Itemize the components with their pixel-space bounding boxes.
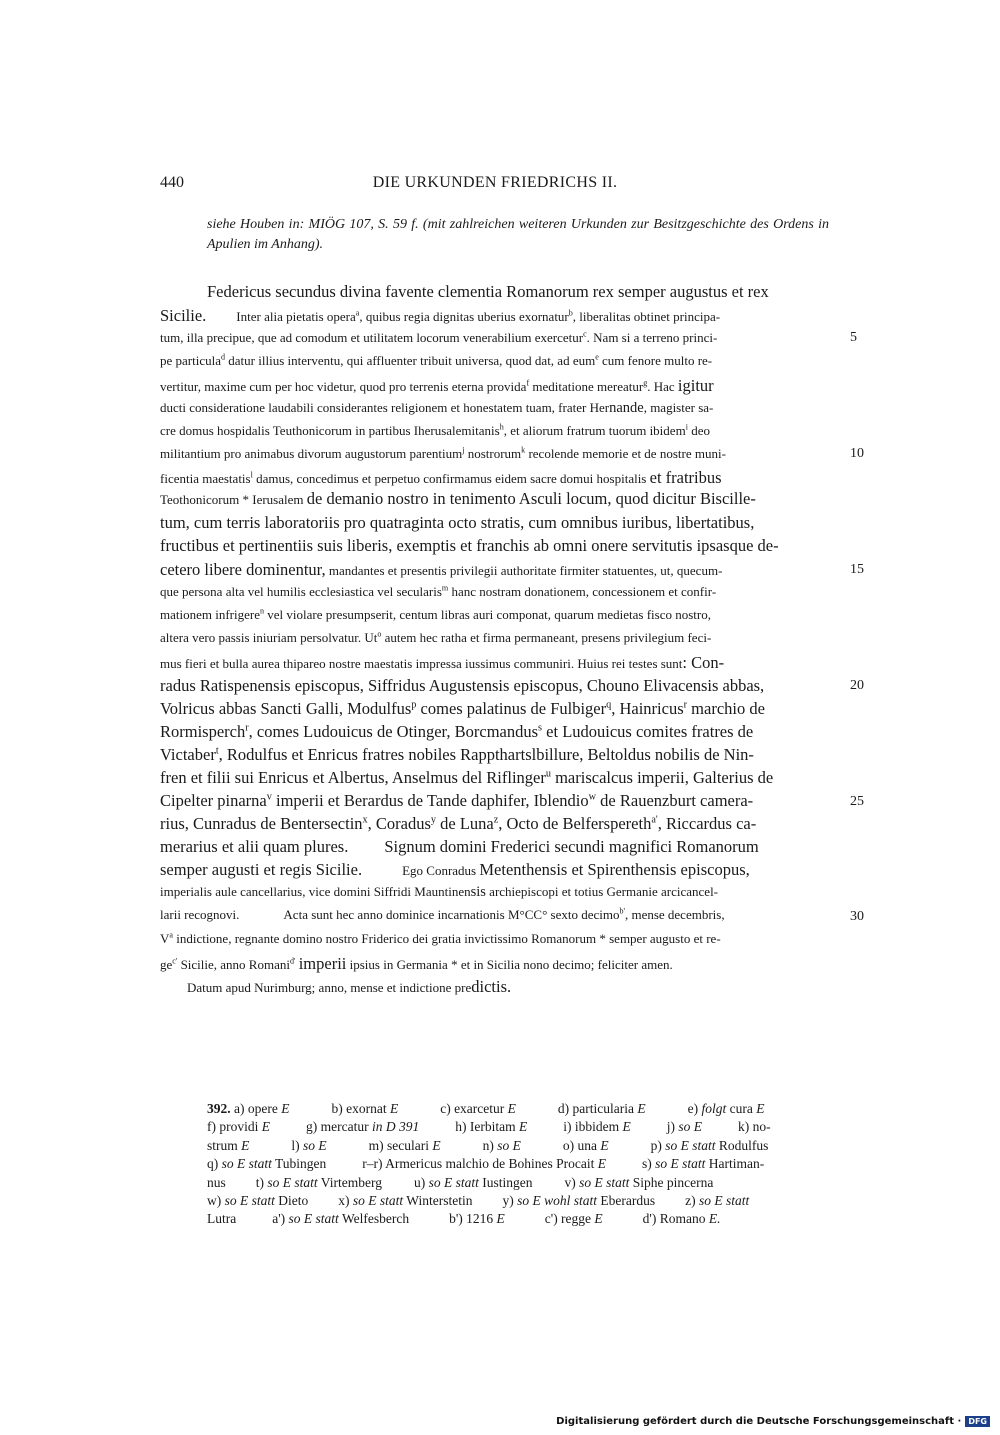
text-span: , Rodulfus et Enricus fratres nobiles Rappthartslbillure, Beltoldus nobilis de Nin-: [218, 745, 754, 764]
note-siglum: so E statt: [224, 1193, 275, 1209]
text-span: de Luna: [436, 814, 494, 833]
text-span: , mense decembris,: [624, 907, 725, 922]
note-text: i) ibbidem: [563, 1119, 623, 1135]
text-span: , magister sa-: [643, 400, 714, 415]
text-span: semper augusti et regis Sicilie.: [160, 860, 363, 879]
note-text: e): [687, 1101, 702, 1116]
text-span: tum, cum terris laboratoriis pro quatraginta octo stratis, cum omnibus iuribus, libertatibus,: [160, 513, 755, 532]
note-siglum: so E statt: [698, 1193, 750, 1209]
note-text: y): [502, 1193, 518, 1209]
note-text: o) una: [562, 1137, 601, 1153]
note-line: [207, 1137, 829, 1155]
text-span: , liberalitas obtinet principa-: [572, 309, 721, 324]
note-siglum: E: [518, 1119, 528, 1135]
text-span: Sicilie, anno Romani: [177, 957, 290, 972]
text-span: mariscalcus imperii, Galterius de: [550, 768, 774, 787]
footnote-mark: l: [250, 470, 253, 480]
note-siglum: so E: [303, 1137, 327, 1153]
text-span: marchio de: [687, 699, 765, 718]
note-text: q): [207, 1156, 222, 1172]
note-siglum: so E: [678, 1119, 702, 1135]
note-line: [207, 1192, 829, 1210]
note-siglum: E: [281, 1101, 290, 1116]
footnote-mark: b: [568, 308, 573, 318]
note-siglum: so E statt: [665, 1137, 716, 1153]
footnote-mark: y: [430, 814, 437, 826]
footnote-mark: g: [643, 378, 648, 388]
text-span: fructibus et pertinentiis suis liberis, exemptis et franchis ab omni onere servitutis ipsasque de-: [160, 536, 779, 555]
text-span: rius, Cunradus de Bentersectin: [160, 814, 363, 833]
text-span: mus fieri et bulla aurea thipareo nostre maestatis impressa iussimus communiri. Huius rei testes sunt: [160, 656, 683, 671]
text-line: [160, 400, 830, 417]
note-line: [207, 1100, 829, 1118]
text-span: ge: [160, 957, 173, 972]
note-siglum: E: [496, 1211, 505, 1227]
text-span: Signum domini Frederici secundi magnifici Romanorum: [384, 837, 759, 856]
note-siglum: so E statt: [579, 1174, 630, 1190]
text-span: pe particula: [160, 353, 221, 368]
apparatus-notes: [207, 1100, 829, 1229]
text-line: [160, 560, 830, 580]
note-line: [207, 1174, 829, 1192]
note-text: d') Romano: [642, 1211, 709, 1227]
text-line: [160, 745, 830, 765]
note-text: Welfesberch: [338, 1211, 410, 1227]
text-span: . Nam si a terreno princi-: [586, 330, 718, 345]
text-span: Metenthensis et Spirenthensis episcopus,: [479, 860, 750, 879]
text-span: Cipelter pinarna: [160, 791, 267, 810]
note-siglum: E: [756, 1101, 765, 1116]
note-siglum: E: [637, 1101, 646, 1116]
footnote-mark: u: [545, 768, 551, 780]
dfg-logo: DFG: [965, 1416, 990, 1427]
text-span: mandantes et presentis privilegii authoritate firmiter statuentes, ut, quecum-: [325, 563, 723, 578]
page-header: [160, 174, 830, 196]
text-line: [160, 630, 830, 646]
note-text: v): [564, 1174, 580, 1190]
note-text: Virtemberg: [317, 1174, 382, 1190]
note-siglum: so E: [497, 1137, 521, 1153]
text-span: datur illius interventu, qui affluenter tribuit universa, quod dat, ad eum: [225, 353, 596, 368]
text-span: vertitur, maxime cum per hoc videtur, quod pro terrenis eterna provida: [160, 379, 527, 394]
text-line: [160, 446, 830, 462]
footnote-mark: n: [260, 606, 265, 616]
text-line: [160, 536, 830, 556]
text-span: , quibus regia dignitas uberius exornatur: [359, 309, 569, 324]
text-line: [160, 954, 830, 974]
text-span: de Rauenzburt camera-: [596, 791, 754, 810]
note-text: a'): [272, 1211, 289, 1227]
footnote-mark: i: [685, 422, 688, 432]
text-line: [160, 513, 830, 533]
note-text: s): [642, 1156, 656, 1172]
footnote-mark: b': [619, 906, 625, 916]
note-text: b') 1216: [449, 1211, 497, 1227]
text-span: . Hac: [647, 379, 678, 394]
text-line: [207, 282, 830, 302]
text-span: cetero libere dominentur,: [160, 560, 326, 579]
text-span: sis: [470, 884, 486, 900]
note-text: p): [650, 1137, 666, 1153]
text-span: Volricus abbas Sancti Galli, Modulfus: [160, 699, 412, 718]
line-number: 5: [850, 330, 857, 345]
footnote-mark: r: [683, 699, 688, 711]
text-span: meditatione mereatur: [529, 379, 644, 394]
note-text: z): [685, 1193, 699, 1209]
text-span: vel violare presumpserit, centum libras auri componat, quarum medietas fisco nostro,: [264, 607, 711, 622]
note-text: Siphe pincerna: [629, 1174, 714, 1190]
footnote-mark: t: [215, 745, 219, 757]
text-span: Inter alia pietatis opera: [236, 309, 356, 324]
text-line: [160, 423, 830, 439]
footnote-mark: d: [221, 352, 226, 362]
note-siglum: so E statt: [267, 1174, 318, 1190]
text-span: : Con-: [682, 653, 725, 672]
text-span: Teothonicorum * Ierusalem: [160, 492, 307, 507]
footnote-mark: w: [588, 791, 597, 803]
text-span: archiepiscopi et totius Germanie arcicancel-: [485, 884, 719, 899]
footnote-mark: s: [538, 722, 543, 734]
footnote-mark: a: [169, 930, 173, 940]
text-line: [160, 931, 830, 947]
text-span: , comes Ludouicus de Otinger, Borcmandus: [248, 722, 539, 741]
text-span: ipsius in Germania * et in Sicilia nono decimo; feliciter amen.: [346, 957, 673, 972]
text-span: merarius et alii quam plures.: [160, 837, 349, 856]
note-line: [207, 1155, 829, 1173]
note-siglum: E: [622, 1119, 631, 1135]
text-span: et Ludouicus comites fratres de: [542, 722, 754, 741]
note-siglum: so E statt: [288, 1211, 339, 1227]
text-span: imperii: [298, 954, 347, 973]
note-text: cura: [726, 1101, 757, 1116]
note-text: w): [207, 1193, 225, 1209]
text-span: larii recognovi.: [160, 907, 240, 922]
note-text: Rodulfus: [715, 1137, 769, 1153]
text-span: autem hec ratha et firma permaneant, presens privilegium feci-: [381, 630, 712, 645]
text-line: [160, 791, 830, 811]
note-text: Winterstetin: [403, 1193, 473, 1209]
text-line: [160, 330, 830, 346]
text-line: [160, 353, 830, 369]
footnote-mark: q: [606, 699, 612, 711]
text-span: hanc nostram donationem, concessionem et confir-: [448, 584, 717, 599]
note-siglum: so E wohl statt: [517, 1193, 597, 1209]
text-span: , Coradus: [367, 814, 431, 833]
footnote-mark: o: [377, 629, 382, 639]
footnote-mark: c': [172, 956, 178, 966]
note-siglum: E: [597, 1156, 606, 1172]
note-text: c) exarcetur: [440, 1101, 508, 1116]
text-span: igitur: [677, 376, 714, 395]
footnote-mark: r: [245, 722, 249, 734]
text-span: Ego Conradus: [402, 863, 480, 878]
line-number: 30: [850, 909, 864, 924]
note-text: strum: [207, 1137, 242, 1153]
note-siglum: in D 391: [371, 1119, 420, 1135]
intro-note: siehe Houben in: MIÖG 107, S. 59 f. (mit zahlreichen weiteren Urkunden zur Besitzgeschichte des Ordens in Apulien im Anhang).: [207, 217, 829, 252]
note-text: l): [291, 1137, 304, 1153]
note-siglum: so E statt: [221, 1156, 272, 1172]
footnote-mark: e: [595, 352, 599, 362]
note-line: [207, 1118, 829, 1136]
text-line: [160, 584, 830, 600]
note-text: Lutra: [207, 1211, 237, 1227]
footnote-mark: j: [462, 445, 465, 455]
note-text: Hartiman-: [705, 1156, 765, 1172]
text-span: que persona alta vel humilis ecclesiastica vel secularis: [160, 584, 442, 599]
footnote-mark: f: [526, 378, 530, 388]
text-span: imperii et Berardus de Tande daphifer, Iblendio: [271, 791, 589, 810]
line-number: 10: [850, 446, 864, 461]
text-span: , Riccardus ca-: [657, 814, 757, 833]
text-line: [160, 468, 830, 488]
text-span: comes palatinus de Fulbiger: [416, 699, 607, 718]
text-span: Rormisperch: [160, 722, 246, 741]
text-line: [187, 977, 830, 997]
note-text: j): [666, 1119, 679, 1135]
document-number: 392.: [207, 1101, 231, 1116]
text-span: indictione, regnante domino nostro Friderico dei gratia invictissimo Romanorum * semper augusto et re-: [172, 931, 721, 946]
text-span: Sicilie.: [160, 306, 207, 325]
text-span: mationem infrigere: [160, 607, 260, 622]
text-line: [160, 653, 830, 673]
note-text: d) particularia: [557, 1101, 638, 1116]
footnote-mark: m: [441, 583, 449, 593]
note-text: Eberardus: [597, 1193, 656, 1209]
text-span: ducti consideratione laudabili considerantes religionem et honestatem tuam, frater Her: [160, 400, 610, 415]
note-text: Iustingen: [478, 1174, 533, 1190]
text-span: militantium pro animabus divorum augustorum parentium: [160, 446, 463, 461]
text-span: , et aliorum fratrum tuorum ibidem: [503, 423, 686, 438]
text-span: de demanio nostro in tenimento Asculi locum, quod dicitur Biscille-: [306, 489, 756, 508]
note-siglum: E: [261, 1119, 270, 1135]
footnote-mark: d': [289, 956, 296, 966]
text-line: [160, 837, 830, 857]
funding-text: Digitalisierung gefördert durch die Deutsche Forschungsgemeinschaft ·: [556, 1416, 962, 1427]
note-text: a) opere: [234, 1101, 282, 1116]
note-text: k) no-: [737, 1119, 771, 1135]
text-span: et fratribus: [649, 468, 722, 487]
text-span: damus, concedimus et perpetuo confirmamus eidem sacre domui hospitalis: [252, 471, 650, 486]
note-text: f) providi: [207, 1119, 262, 1135]
text-line: [160, 306, 830, 326]
text-span: cre domus hospidalis Teuthonicorum in partibus Iherusalemitanis: [160, 423, 500, 438]
text-span: imperialis aule cancellarius, vice domini Siffridi Mauntinen: [160, 884, 471, 899]
footnote-mark: p: [411, 699, 417, 711]
text-line: [160, 768, 830, 788]
note-siglum: E: [507, 1101, 516, 1116]
text-line: [160, 676, 830, 696]
text-span: Victaber: [160, 745, 216, 764]
text-span: recolende memorie et de nostre muni-: [525, 446, 726, 461]
text-span: dictis.: [471, 977, 512, 996]
note-text: h) Ierbitam: [455, 1119, 519, 1135]
text-line: [160, 814, 830, 834]
page-number: 440: [160, 174, 184, 191]
note-siglum: so E statt: [655, 1156, 706, 1172]
text-span: , Octo de Belferspereth: [498, 814, 652, 833]
text-span: cum fenore multo re-: [598, 353, 713, 368]
text-line: [160, 607, 830, 623]
text-span: V: [160, 931, 170, 946]
funding-footer: [556, 1416, 990, 1427]
line-number: 20: [850, 678, 864, 693]
text-span: deo: [687, 423, 710, 438]
note-text: x): [338, 1193, 353, 1209]
footnote-mark: x: [362, 814, 368, 826]
note-siglum: folgt: [701, 1101, 727, 1116]
text-span: nande: [609, 400, 644, 416]
text-span: nostrorum: [464, 446, 522, 461]
note-siglum: E: [432, 1137, 441, 1153]
note-text: u): [413, 1174, 429, 1190]
text-span: Datum apud Nurimburg; anno, mense et indictione pre: [187, 980, 472, 995]
text-span: , Hainricus: [611, 699, 684, 718]
footnote-mark: k: [521, 445, 526, 455]
note-siglum: so E statt: [352, 1193, 404, 1209]
text-span: ficentia maestatis: [160, 471, 251, 486]
text-span: Acta sunt hec anno dominice incarnationis M°CC° sexto decimo: [283, 907, 620, 922]
note-siglum: E: [594, 1211, 603, 1227]
note-siglum: E.: [708, 1211, 721, 1227]
footnote-mark: a: [355, 308, 360, 318]
text-line: [160, 907, 830, 923]
note-text: g) mercatur: [306, 1119, 372, 1135]
note-text: n): [482, 1137, 498, 1153]
note-siglum: E: [389, 1101, 399, 1116]
text-line: [160, 489, 830, 509]
text-line: [160, 860, 830, 880]
note-siglum: E: [241, 1137, 250, 1153]
text-line: [160, 884, 830, 901]
footnote-mark: h: [499, 422, 504, 432]
footnote-mark: a': [651, 814, 658, 826]
running-title: DIE URKUNDEN FRIEDRICHS II.: [372, 174, 618, 191]
text-span: Federicus secundus divina favente clementia Romanorum rex semper augustus et rex: [207, 282, 769, 301]
text-line: [160, 699, 830, 719]
text-span: tum, illa precipue, que ad comodum et utilitatem locorum venerabilium exercetur: [160, 330, 584, 345]
line-number: 25: [850, 794, 864, 809]
note-text: Tubingen: [271, 1156, 327, 1172]
text-line: [160, 376, 830, 396]
text-line: [160, 722, 830, 742]
text-span: fren et filii sui Enricus et Albertus, Anselmus del Riflinger: [160, 768, 546, 787]
note-text: m) seculari: [368, 1137, 433, 1153]
note-siglum: so E statt: [428, 1174, 479, 1190]
note-text: b) exornat: [331, 1101, 390, 1116]
note-text: c') regge: [544, 1211, 595, 1227]
footnote-mark: c: [583, 329, 587, 339]
note-text: Dieto: [274, 1193, 309, 1209]
footnote-mark: v: [266, 791, 272, 803]
note-text: r–r) Armericus malchio de Bohines Procait: [362, 1156, 598, 1172]
note-text: t): [255, 1174, 268, 1190]
note-line: [207, 1210, 829, 1228]
line-number: 15: [850, 562, 864, 577]
note-siglum: E: [600, 1137, 609, 1153]
note-text: nus: [207, 1174, 226, 1190]
footnote-mark: z: [493, 814, 499, 826]
text-span: altera vero passis iniuriam persolvatur. Ut: [160, 630, 378, 645]
text-span: radus Ratispenensis episcopus, Siffridus Augustensis episcopus, Chouno Elivacensis abbas,: [160, 676, 765, 695]
